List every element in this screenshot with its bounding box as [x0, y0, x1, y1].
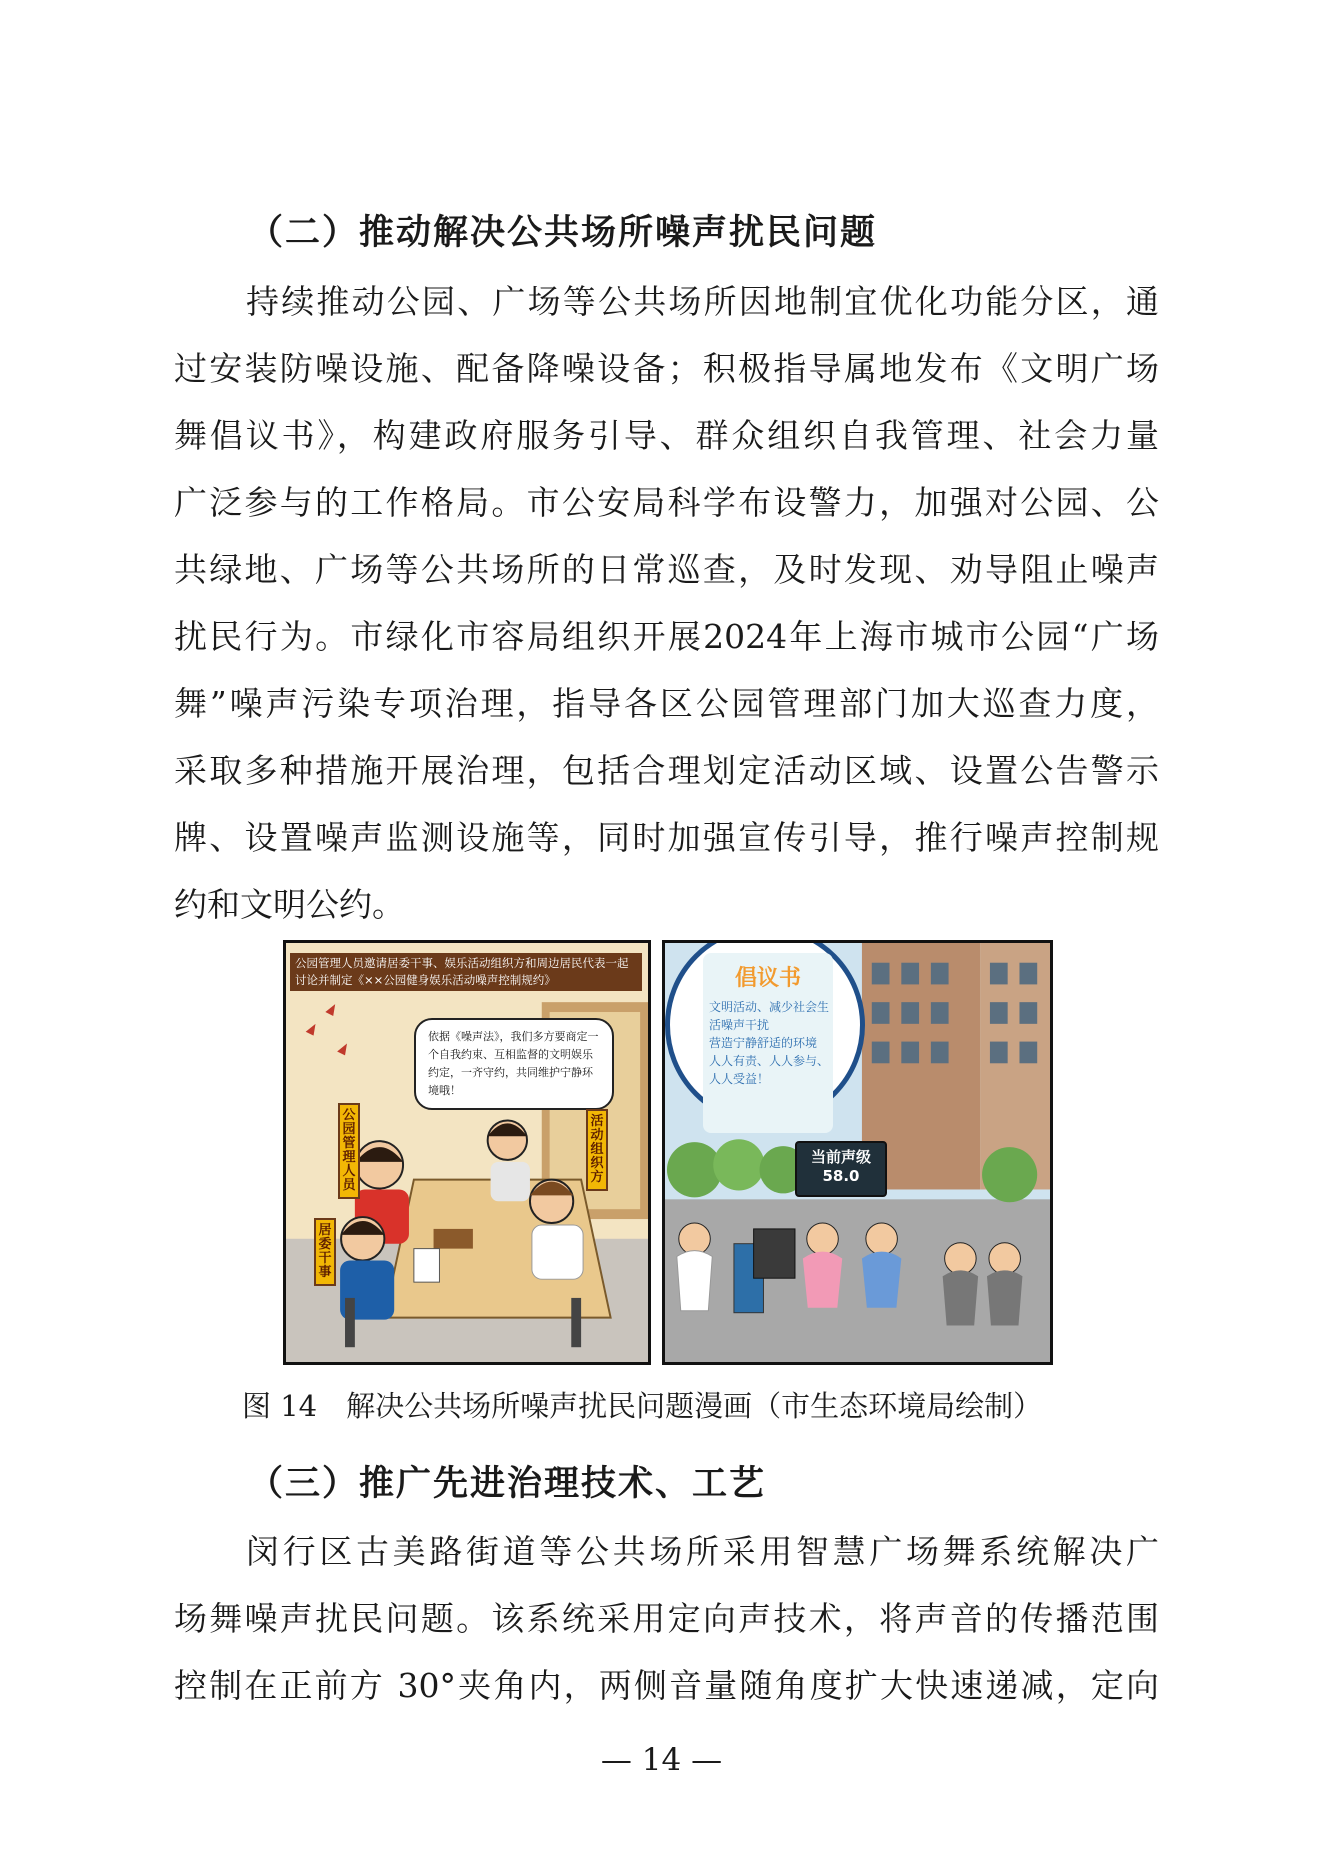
label-committee: 居委干事 — [314, 1218, 336, 1286]
text-line: 舞倡议书》，构建政府服务引导、群众组织自我管理、社会力量 — [174, 416, 1159, 455]
speech-bubble: 依据《噪声法》，我们多方要商定一个自我约束、互相监督的文明娱乐约定，一齐守约，共同维护宁静环境哦！ — [414, 1018, 614, 1110]
label-park-staff: 公园管理人员 — [338, 1103, 360, 1199]
proposal-title: 倡议书 — [734, 966, 801, 991]
proposal-line: 文明活动、减少社会生 — [709, 1000, 830, 1014]
paragraph-technology — [174, 1518, 1159, 1719]
text-line: 控制在正前方 30°夹角内，两侧音量随角度扩大快速递减，定向 — [174, 1666, 1159, 1705]
comic-figure — [283, 940, 1053, 1365]
noise-level-title: 当前声级 — [810, 1148, 871, 1166]
noise-level-value: 58.0 — [822, 1167, 860, 1185]
paragraph-noise-control — [174, 268, 1159, 938]
proposal-line: 人人受益！ — [709, 1072, 770, 1086]
text-line: 过安装防噪设施、配备降噪设备；积极指导属地发布《文明广场 — [174, 349, 1159, 388]
text-line: 约和文明公约。 — [174, 885, 405, 924]
text-line: 广泛参与的工作格局。市公安局科学布设警力，加强对公园、公 — [174, 483, 1159, 522]
text-line: 舞”噪声污染专项治理，指导各区公园管理部门加大巡查力度， — [174, 684, 1159, 723]
comic-panel-square — [662, 940, 1053, 1365]
label-organizer: 活动组织方 — [586, 1109, 608, 1191]
text-line: 共绿地、广场等公共场所的日常巡查，及时发现、劝导阻止噪声 — [174, 550, 1159, 589]
text-line: 扰民行为。市绿化市容局组织开展2024年上海市城市公园“广场 — [174, 617, 1159, 656]
text-line: 牌、设置噪声监测设施等，同时加强宣传引导，推行噪声控制规 — [174, 818, 1159, 857]
comic-header-caption: 公园管理人员邀请居委干事、娱乐活动组织方和周边居民代表一起讨论并制定《××公园健身娱乐活动噪声控制规约》 — [290, 953, 642, 991]
text-line: 持续推动公园、广场等公共场所因地制宜优化功能分区，通 — [246, 282, 1159, 321]
page-number: — 14 — — [600, 1742, 723, 1778]
proposal-line: 营造宁静舒适的环境 — [709, 1036, 818, 1050]
comic-panel-meeting — [283, 940, 651, 1365]
section-heading-2: （二）推动解决公共场所噪声扰民问题 — [248, 213, 878, 253]
text-line: 场舞噪声扰民问题。该系统采用定向声技术，将声音的传播范围 — [174, 1599, 1159, 1638]
figure-caption: 图 14 解决公共场所噪声扰民问题漫画（市生态环境局绘制） — [242, 1389, 1043, 1423]
text-line: 闵行区古美路街道等公共场所采用智慧广场舞系统解决广 — [246, 1532, 1159, 1571]
proposal-line: 人人有责、人人参与、 — [709, 1054, 830, 1068]
section-heading-3: （三）推广先进治理技术、工艺 — [248, 1464, 767, 1504]
noise-level-sign — [795, 1141, 887, 1197]
text-line: 采取多种措施开展治理，包括合理划定活动区域、设置公告警示 — [174, 751, 1159, 790]
proposal-board — [703, 953, 833, 1133]
proposal-line: 活噪声干扰 — [709, 1018, 770, 1032]
